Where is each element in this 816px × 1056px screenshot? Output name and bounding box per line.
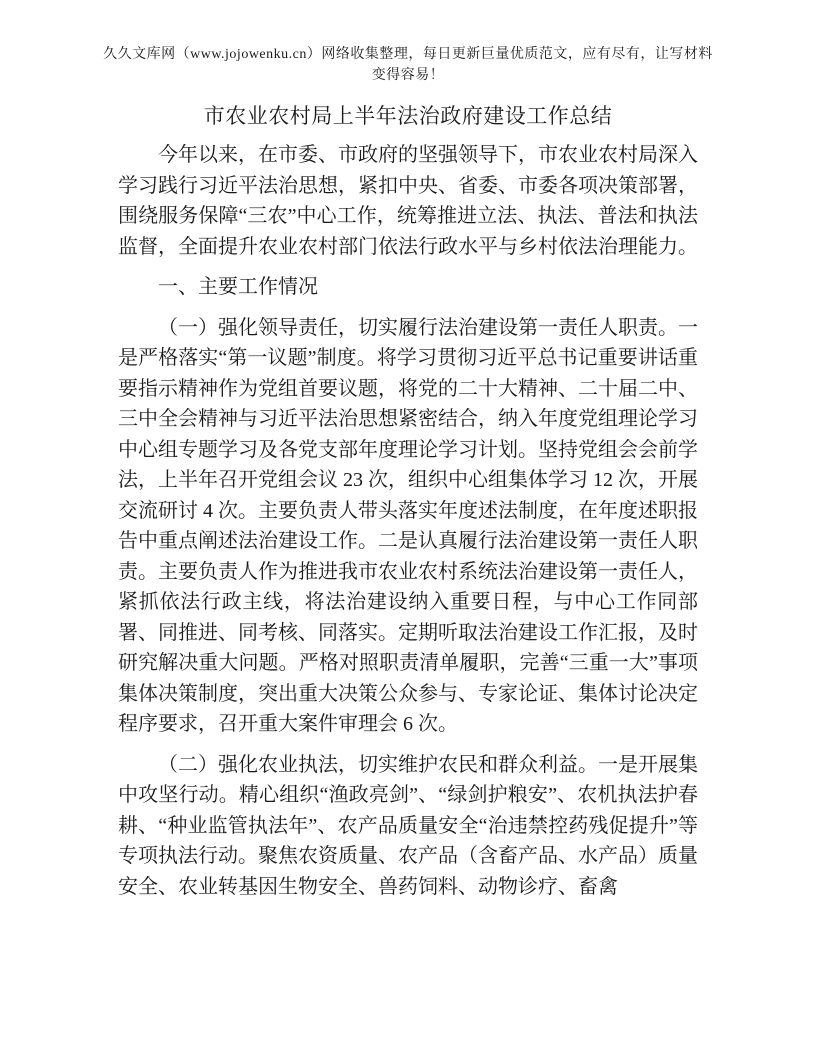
intro-paragraph: 今年以来，在市委、市政府的坚强领导下，市农业农村局深入学习践行习近平法治思想，紧扣中央、省委、市委各项决策部署，围绕服务保障“三农”中心工作，统筹推进立法、执法、普法和执法监督，全面提升农业农村部门依法行政水平与乡村依法治理能力。 (118, 144, 698, 258)
site-watermark-note: 久久文库网（www.jojowenku.cn）网络收集整理，每日更新巨量优质范文，应有尽有，让写材料变得容易！ (103, 47, 713, 83)
paragraph-agricultural-law-enforcement: （二）强化农业执法，切实维护农民和群众利益。一是开展集中攻坚行动。精心组织“渔政亮剑”、“绿剑护粮安”、农机执法护春耕、“种业监管执法年”、农产品质量安全“治违禁控药残促提升”等专项执法行动。聚焦农资质量、农产品（含畜产品、水产品）质量安全、农业转基因生物安全、兽药饲料、动物诊疗、畜禽 (118, 753, 698, 898)
document-title: 市农业农村局上半年法治政府建设工作总结 (203, 104, 613, 128)
section-heading-main-work: 一、主要工作情况 (158, 276, 318, 298)
paragraph-leadership-responsibility: （一）强化领导责任，切实履行法治建设第一责任人职责。一是严格落实“第一议题”制度。将学习贯彻习近平总书记重要讲话重要指示精神作为党组首要议题，将党的二十大精神、二十届二中、三中全会精神与习近平法治思想紧密结合，纳入年度党组理论学习中心组专题学习及各党支部年度理论学习计划。坚持党组会会前学法，上半年召开党组会议 23 次，组织中心组集体学习 12 次，开展交流研讨 4 次。主要负责人带头落实年度述法制度，在年度述职报告中重点阐述法治建设工作。二是认真履行法治建设第一责任人职责。主要负责人作为推进我市农业农村系统法治建设第一责任人，紧抓依法行政主线，将法治建设纳入重要日程，与中心工作同部署、同推进、同考核、同落实。定期听取法治建设工作汇报，及时研究解决重大问题。严格对照职责清单履职，完善“三重一大”事项集体决策制度，突出重大决策公众参与、专家论证、集体讨论决定程序要求，召开重大案件审理会 6 次。 (118, 316, 698, 735)
document-body (118, 140, 698, 902)
